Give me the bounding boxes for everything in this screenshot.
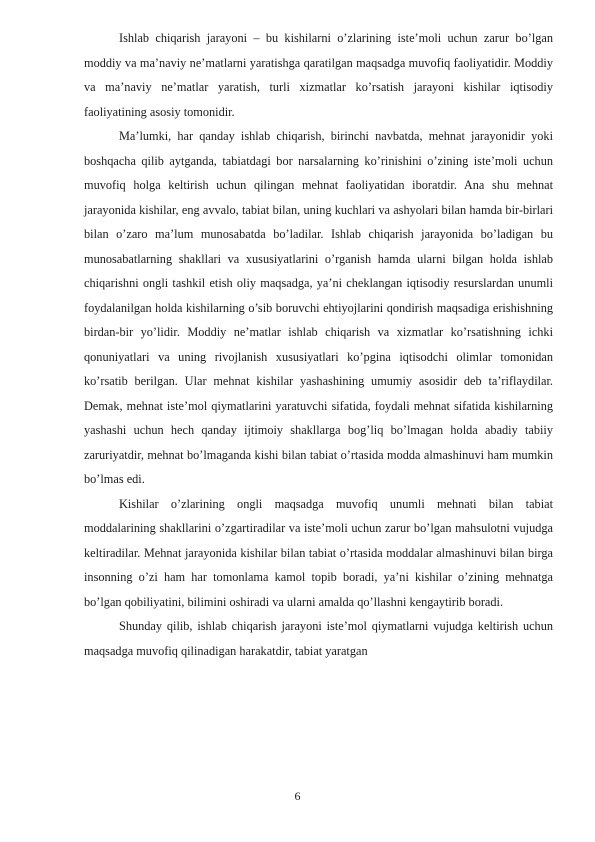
paragraph-production-definition: Ishlab chiqarish jarayoni – bu kishilarni o’zlarining iste’moli uchun zarur bo’lgan moddiy va ma’naviy ne’matlarni yaratishga qaratilgan maqsadga muvofiq faoliyatidir. Moddiy va ma’naviy ne’matlar yaratish, turli xizmatlar ko’rsatish jarayoni kishilar iqtisodiy faoliyatining asosiy tomonidir. <box>84 31 553 119</box>
paragraph-labor-process: Ma’lumki, har qanday ishlab chiqarish, birinchi navbatda, mehnat jarayonidir yoki boshqacha qilib aytganda, tabiatdagi bor narsalarning ko’rinishini o’zining iste’moli uchun muvofiq holga keltirish uchun qilingan mehnat faoliyatidan iboratdir. Ana shu mehnat jarayonida kishilar, eng avvalo, tabiat bilan, uning kuchlari va ashyolari bilan hamda bir-birlari bilan o’zaro ma’lum munosabatda bo’ladilar. Ishlab chiqarish jarayonida bo’ladigan bu munosabatlarning shakllari va xususiyatlarini o’rganish hamda ularni bilgan holda ishlab chiqarishni ongli tashkil etish oliy maqsadga, ya’ni cheklangan iqtisodiy resurslardan unumli foydalanilgan holda kishilarning o’sib boruvchi ehtiyojlarini qondirish maqsadiga erishishning birdan-bir yo’lidir. Moddiy ne’matlar ishlab chiqarish va xizmatlar ko’rsatishning ichki qonuniyatlari va uning rivojlanish xususiyatlari ko’pgina iqtisodchi olimlar tomonidan ko’rsatib berilgan. Ular mehnat kishilar yashashining umumiy asosidir deb ta’riflaydilar. Demak, mehnat iste’mol qiymatlarini yaratuvchi sifatida, foydali mehnat sifatida kishilarning yashashi uchun hech qanday ijtimoiy shakllarga bog’liq bo’lmagan holda abadiy tabiiy zaruriyatdir, mehnat bo’lmaganda kishi bilan tabiat o’rtasida modda almashinuvi ham mumkin bo’lmas edi. <box>84 129 553 486</box>
paragraph-conclusion: Shunday qilib, ishlab chiqarish jarayoni iste’mol qiymatlarni vujudga keltirish uchun maqsadga muvofiq qilinadigan harakatdir, tabiat yaratgan <box>84 619 553 658</box>
paragraph-labor-transformation: Kishilar o’zlarining ongli maqsadga muvofiq unumli mehnati bilan tabiat moddalarining shakllarini o’zgartiradilar va iste’moli uchun zarur bo’lgan mahsulotni vujudga keltiradilar. Mehnat jarayonida kishilar bilan tabiat o’rtasida moddalar almashinuvi bilan birga insonning o’zi ham har tomonlama kamol topib boradi, ya’ni kishilar o’zining mehnatga bo’lgan qobiliyatini, bilimini oshiradi va ularni amalda qo’llashni kengaytirib boradi. <box>84 496 553 609</box>
page-number: 6 <box>294 789 301 803</box>
document-body <box>84 26 553 663</box>
